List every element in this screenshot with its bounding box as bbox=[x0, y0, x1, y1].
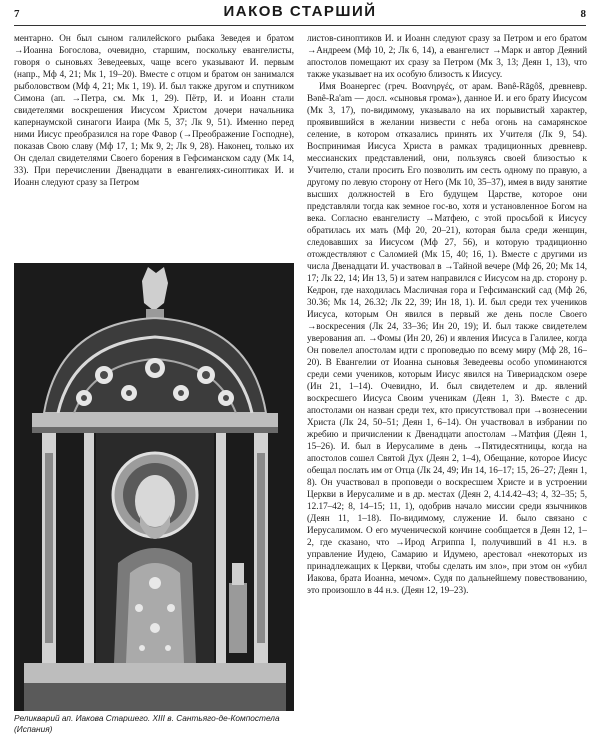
reliquary-figure bbox=[14, 263, 294, 711]
left-column-text: ментарно. Он был сыном галилейского рыбака Зеведея и братом →Иоанна Богослова, очевидно, старшим, поскольку евангелисты, говоря о сыновьях Зеведеевых, чаще всего указывают И. первым (напр., Мф 4, 21; Мк 1, 19–20). Вместе с отцом и братом он занимался рыболовством (Мф 4, 21; Мк 1, 19). И. был также другом и спутником Симона (ап. →Петра, см. Мк 1, 29). Пётр, И. и Иоанн стали свидетелями воскрешения Иисусом Христом дочери начальника капернаумской синагоги Иаира (Мк 5, 37; Лк 9, 51). Именно перед ними Иисус преобразился на горе Фавор (→Преображение Господне), показав Свою славу (Мф 17, 1; Мк 9, 2; Лк 9, 28). Наконец, только их Он сделал свидетелями Своего борения в Гефсиманском саду (Мк 14, 33). При перечислении Двенадцати в евангелиях-синоптиках И. и Иоанн следуют сразу за Петром bbox=[14, 33, 294, 187]
right-paragraph-2: Имя Воанергес (греч. Βοανηργές, от арам. Bənê-Rāgôš, древневр. Bənê-Ra'am — досл. «сыновья грома»), данное И. и его брату Иисусом (Мк 3, 17), по-видимому, указывало на их порывистый характер, проявившийся в желании низвести с неба огонь на самарянское селение, в котором отказались принять их Учителя (Лк 9, 54). Воспринимая Иисуса Христа в рамках традиционных древневр. мессианских представлений, они, пользуясь своей близостью к Учителю, стали просить Его позволить им сесть одному по правую, а другому по левую сторону от Него (Мк 10, 35–37), имея в виду занятие высших должностей в Его будущем Царстве, которое они представляли тогда как земное гос-во, хотя и установленное Богом на века. Согласно евангелисту →Матфею, с этой просьбой к Иисусу обратилась их мать (Мф 20, 20–21), которая была среди женщин, следовавших за Иисусом (Мф 27, 56), и которую традиционно отождествляют с Саломией (Мк 15, 40; 16, 1). Вместе с другими из числа Двенадцати И. участвовал в →Тайной вечере (Мф 26, 20; Мк 14, 17; Лк 22, 14; Ин 13, 5) и затем направился с Иисусом на др. сторону р. Кедрон, где находилась Масличная гора и Гефсиманский сад (Мф 26, 30.36; Мк 14, 26.32; Лк 22, 39; Ин 18, 1). И. был среди тех учеников Иисуса, которым Он явился в первый же день после Своего →воскресения (Лк 24, 33–36; Ин 20, 19); И. был также свидетелем уверования ап. →Фомы (Ин 20, 26) и явления Иисуса в Галилее, когда Он повелел апостолам идти с проповедью по всему миру (Мф 28, 16–20). В Евангелии от Иоанна сыновья Зеведеевы особо упоминаются среди семи учеников, которым Иисус явился на Тивериадском озере (Ин 21, 1–14). Очевидно, И. был свидетелем и др. явлений воскресшего Иисуса Своим ученикам (Деян 1, 3). Вместе с др. апостолами он назван среди тех, кто присутствовал при →вознесении Христа (Лк 24, 50–51; Деян 1, 6–14). Он участвовал в избрании по жребию и причислении к Двенадцати апостолам →Матфия (Деян 1, 15–26). И. был в Иерусалиме в день →Пятидесятницы, когда на апостолов сошел Святой Дух (Деян 2, 1–4), Обещание, которое Иисус обещал послать им от Отца (Лк 24, 49; Ин 14, 16–17; 15, 26–27; Деян 1, 8). Он участвовал в проповеди о воскресшем Христе и в устроении Церкви в Иерусалиме и в др. местах (Деян 2, 4.14.42–43; 4, 32–35; 5, 12.17–42; 8, 14–15; 11, 1), одобрив начало миссии среди язычников (Деян 11, 1–18). По-видимому, служение И. было связано с Иерусалимом. О его мученической кончине сообщается в Деян 12, 1–2, где сказано, что →Ирод Агриппа I, получивший в 41 н.э. в управление Иудею, Самарию и Идумею, арестовал «некоторых из принадлежащих к Церкви, чтобы сделать им зло», при этом он «убил Иакова, брата Иоанна, мечом». Судя по дальнейшему повествованию, это произошло в 44 н.э. (Деян 12, 19–23). bbox=[307, 81, 587, 595]
header-rule bbox=[14, 25, 586, 26]
page-number-right: 8 bbox=[580, 8, 586, 20]
left-column bbox=[14, 32, 294, 252]
right-column bbox=[307, 32, 587, 744]
figure-caption: Реликварий ап. Иакова Старшего. XIII в. Сантьяго-де-Компостела (Испания) bbox=[14, 713, 280, 734]
running-head: ИАКОВ СТАРШИЙ bbox=[223, 3, 377, 20]
reliquary-illustration-icon bbox=[14, 263, 294, 711]
page-number-left: 7 bbox=[14, 8, 20, 20]
right-paragraph-1: листов-синоптиков И. и Иоанн следуют сразу за Петром и его братом →Андреем (Мф 10, 2; Лк 6, 14), а евангелист →Марк и автор Деяний апостолов помещают их сразу за Петром (Мк 3, 13; Деян 1, 13), что также указывает на их особую близость к Иисусу. bbox=[307, 33, 587, 79]
